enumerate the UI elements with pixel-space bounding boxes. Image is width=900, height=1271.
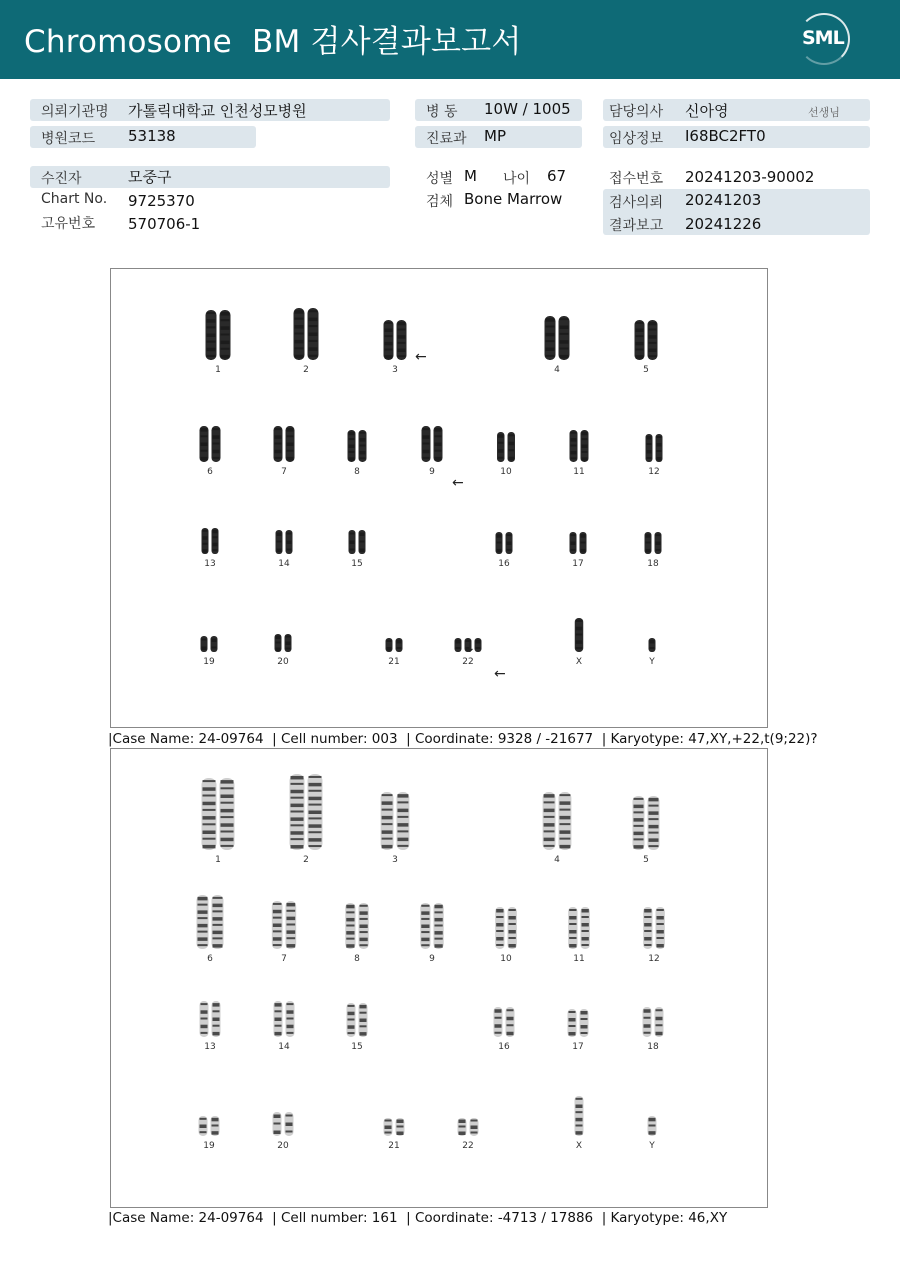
karyogram-image-1 [111,269,767,727]
sml-logo [798,13,852,67]
chromosome-label: 22 [462,1141,474,1151]
chromosome-label: 9 [429,954,435,964]
chromosome-label: 10 [500,954,512,964]
chromosome-shape [655,1007,664,1037]
chromosome-label: 13 [204,559,216,569]
patient-bar [30,166,390,188]
chromosome-label: 10 [500,467,512,477]
chromosome-shape [575,1096,584,1136]
chromosome-shape [381,792,394,850]
chromosome-shape [646,434,653,462]
chromosome-shape [345,903,355,949]
chromosome-shape [197,895,209,949]
chromosome-label: 7 [281,954,287,964]
chromosome-label: 2 [303,365,309,375]
chromosome-label: 9 [429,467,435,477]
chromosome-shape [575,618,584,652]
chromosome-label: 22 [462,657,474,667]
chromosome-shape [211,636,218,652]
chromosome-shape [470,1118,479,1136]
chromosome-label: 15 [351,1042,363,1052]
chromosome-label: Y [649,657,655,667]
chromosome-shape [275,634,282,652]
chromosome-label: 21 [388,1141,400,1151]
chromosome-shape [396,1118,405,1136]
report-date-value: 20241226 [685,215,762,233]
chromosome-label: 17 [572,1042,584,1052]
chromosome-shape [559,316,570,360]
chromosome-shape [570,430,578,462]
chromosome-shape [274,426,283,462]
chromosome-shape [581,430,589,462]
chromosome-label: 7 [281,467,287,477]
chromosome-label: 2 [303,855,309,865]
chromosome-shape [497,432,505,462]
chromosome-shape [308,308,319,360]
chromosome-label: 16 [498,559,510,569]
unique-no-value: 570706-1 [128,215,201,233]
chromosome-label: 1 [215,365,221,375]
chromosome-shape [274,1001,283,1037]
chromosome-shape [212,1001,221,1037]
patient-label: 수진자 [41,171,82,187]
chromosome-shape [396,638,403,652]
request-label: 검사의뢰 [609,195,664,211]
doctor-label: 담당의사 [609,104,664,120]
report-header [0,0,900,79]
chromosome-shape [273,1112,282,1136]
chromosome-label: 11 [573,954,585,964]
chromosome-shape [397,320,407,360]
chromosome-shape [212,426,221,462]
chromosome-label: 19 [203,657,215,667]
chromosome-shape [656,434,663,462]
chromosome-shape [495,907,504,949]
chromosome-label: 1 [215,855,221,865]
karyogram-panel-2 [110,748,768,1208]
chromosome-shape [359,430,367,462]
ward-value: 10W / 1005 [484,100,571,118]
chromosome-shape [559,792,572,850]
chromosome-shape [434,426,443,462]
chromosome-label: 19 [203,1141,215,1151]
chromosome-shape [384,1118,393,1136]
chromosome-shape [359,903,369,949]
chromosome-shape [199,1116,208,1136]
specimen-label: 검체 [426,194,454,210]
chromosome-label: 14 [278,559,290,569]
chromosome-label: 14 [278,1042,290,1052]
chromosome-shape [580,532,587,554]
chart-no-label: Chart No. [41,191,108,207]
arrow-left-icon: ← [494,666,506,682]
chromosome-label: 13 [204,1042,216,1052]
chromosome-label: 20 [277,1141,289,1151]
chromosome-shape [286,1001,295,1037]
specimen-value: Bone Marrow [464,190,563,208]
chromosome-shape [506,532,513,554]
receipt-value: 20241203-90002 [685,168,815,186]
chromosome-shape [285,1112,294,1136]
chromosome-label: 4 [554,855,560,865]
karyogram-panel-1 [110,268,768,728]
chromosome-shape [349,530,356,554]
chromosome-shape [308,774,323,850]
chromosome-label: 5 [643,365,649,375]
chromosome-label: Y [649,1141,655,1151]
receipt-label: 접수번호 [609,171,664,187]
chromosome-shape [494,1007,503,1037]
chromosome-shape [202,778,217,850]
chromosome-label: X [575,1141,583,1151]
chromosome-shape [422,426,431,462]
hospital-code-value: 53138 [128,127,176,145]
clinical-label: 임상정보 [609,131,664,147]
arrow-down-icon: ↓ [464,640,476,656]
arrow-left-icon: ← [415,349,427,365]
chromosome-label: 4 [554,365,560,375]
chromosome-shape [643,907,652,949]
chromosome-shape [294,308,305,360]
chromosome-shape [543,792,556,850]
request-value: 20241203 [685,191,762,209]
logo-text: SML [802,27,844,49]
chromosome-shape [570,532,577,554]
chromosome-label: 6 [207,954,213,964]
chromosome-label: 12 [648,467,660,477]
chromosome-shape [649,638,656,652]
hospital-code-label: 병원코드 [41,131,96,147]
chromosome-shape [580,1009,589,1037]
chromosome-shape [656,907,665,949]
chromosome-shape [212,895,224,949]
chromosome-shape [359,1003,368,1037]
chromosome-shape [290,774,305,850]
chromosome-shape [545,316,556,360]
chromosome-shape [655,532,662,554]
chromosome-shape [568,1009,577,1037]
chromosome-shape [648,320,658,360]
chromosome-shape [212,528,219,554]
chromosome-label: 8 [354,954,360,964]
clinical-value: I68BC2FT0 [685,127,766,145]
chromosome-shape [272,901,283,949]
chromosome-shape [200,1001,209,1037]
unique-no-label: 고유번호 [41,216,96,232]
chromosome-label: 6 [207,467,213,477]
chromosome-shape [202,528,209,554]
chromosome-label: 21 [388,657,400,667]
chromosome-shape [643,1007,652,1037]
doctor-suffix: 선생님 [808,106,840,119]
chromosome-label: 20 [277,657,289,667]
chromosome-shape [220,778,235,850]
dept-value: MP [484,127,506,145]
chromosome-label: 18 [647,559,659,569]
chromosome-label: 11 [573,467,585,477]
chromosome-shape [397,792,410,850]
ward-label: 병 동 [426,104,458,120]
chromosome-shape [384,320,394,360]
karyogram-caption-2: |Case Name: 24-09764 | Cell number: 161 | Coordinate: -4713 / 17886 | Karyotype: 46,XY [108,1210,728,1226]
sex-label: 성별 [426,171,454,187]
chromosome-shape [581,907,590,949]
arrow-left-icon: ← [452,475,464,491]
chromosome-shape [648,796,660,850]
chromosome-label: 16 [498,1042,510,1052]
chromosome-shape [458,1118,467,1136]
chromosome-shape [201,636,208,652]
karyogram-caption-1: |Case Name: 24-09764 | Cell number: 003 | Coordinate: 9328 / -21677 | Karyotype: 47,XY,+22,t(9;22)? [108,731,818,747]
report-title: Chromosome BM 검사결과보고서 [24,24,522,60]
chromosome-shape [286,426,295,462]
chromosome-shape [506,1007,515,1037]
chromosome-label: 5 [643,855,649,865]
chromosome-shape [211,1116,220,1136]
chromosome-label: X [575,657,583,667]
chromosome-shape [386,638,393,652]
chromosome-shape [286,901,297,949]
chromosome-shape [645,532,652,554]
chromosome-label: 15 [351,559,363,569]
chromosome-shape [496,532,503,554]
chromosome-label: 17 [572,559,584,569]
chromosome-shape [648,1116,657,1136]
patient-value: 모중구 [128,168,172,186]
chromosome-shape [347,1003,356,1037]
chromosome-label: 8 [354,467,360,477]
chromosome-label: 12 [648,954,660,964]
chromosome-shape [359,530,366,554]
age-label: 나이 [503,171,531,187]
chromosome-shape [508,907,517,949]
chromosome-shape [434,903,444,949]
chromosome-shape [206,310,217,360]
chromosome-shape [508,432,516,462]
institution-label: 의뢰기관명 [41,104,109,120]
chromosome-shape [348,430,356,462]
chromosome-shape [285,634,292,652]
doctor-value: 신아영 [685,102,729,120]
institution-value: 가톨릭대학교 인천성모병원 [128,102,307,120]
chromosome-label: 18 [647,1042,659,1052]
chromosome-label: 3 [392,855,398,865]
dept-label: 진료과 [426,131,467,147]
chromosome-shape [220,310,231,360]
chart-no-value: 9725370 [128,192,195,210]
chromosome-shape [276,530,283,554]
report-date-label: 결과보고 [609,218,664,234]
chromosome-label: 3 [392,365,398,375]
chromosome-shape [455,638,462,652]
chromosome-shape [200,426,209,462]
sex-value: M [464,167,477,185]
chromosome-shape [420,903,430,949]
chromosome-shape [568,907,577,949]
chromosome-shape [633,796,645,850]
chromosome-shape [635,320,645,360]
age-value: 67 [547,167,567,185]
chromosome-shape [286,530,293,554]
karyogram-image-2 [111,749,767,1207]
